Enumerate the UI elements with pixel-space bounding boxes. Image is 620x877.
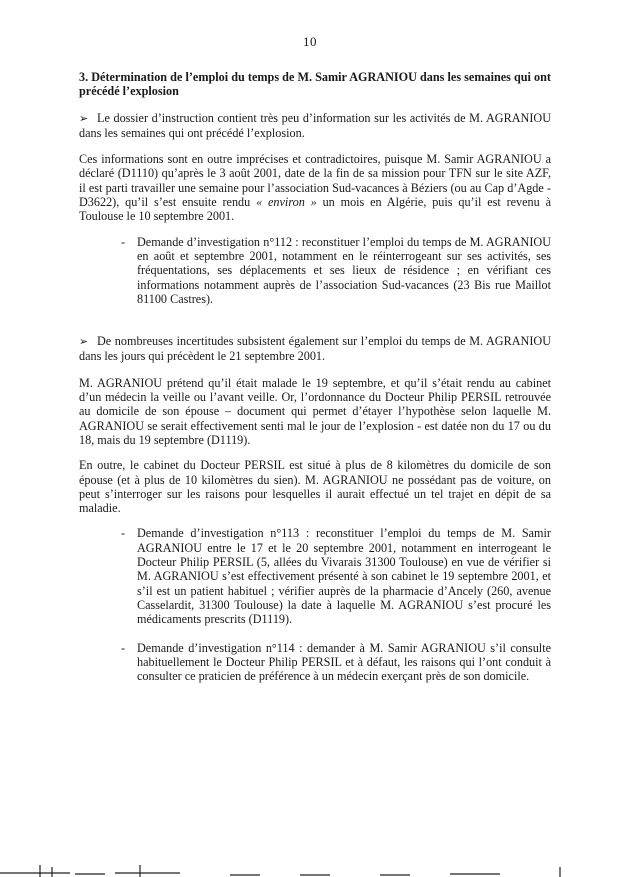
arrow-bullet-paragraph [79,111,551,141]
dash-marker: - [121,234,126,249]
arrow-bullet-icon: ➢ [79,112,89,125]
arrow-bullet-icon: ➢ [79,336,89,349]
page-number: 10 [303,34,317,49]
paragraph: En outre, le cabinet du Docteur PERSIL est situé à plus de 8 kilomètres du domicile de son épouse (et à plus de 10 kilomètres du sien). M. AGRANIOU ne possédant pas de voiture, on peut s’interroger sur les raisons pour lesquelles il aurait effectué un tel trajet en dépit de sa maladie. [79,458,551,516]
bullet-text: Le dossier d’instruction contient très peu d’information sur les activités de M. AGRANIOU dans les semaines qui ont précédé l’explosion. [79,110,551,140]
investigation-request-114: - Demande d’investigation n°114 : demander à M. Samir AGRANIOU s’il consulte habituellement le Docteur Philip PERSIL et à défaut, les raisons qui l’ont conduit à consulter ce praticien de préférence à un médecin exerçant près de son domicile. [121,640,551,684]
arrow-bullet-paragraph [79,334,551,364]
dash-marker: - [121,640,126,655]
paragraph: Ces informations sont en outre imprécises et contradictoires, puisque M. Samir AGRANIOU a déclaré (D1110) qu’après le 3 août 2001, date de la fin de sa mission pour TFN sur le site AZF, il est parti travailler une semaine pour l’association Sud-vacances à Béziers (ou au Cap d’Agde - D3622), qu’il s’est ensuite rendu « environ » un mois en Algérie, puis qu’il est revenu à Toulouse le 10 septembre 2001. [79,152,551,224]
section-heading: 3. Détermination de l’emploi du temps de M. Samir AGRANIOU dans les semaines qui ont précédé l’explosion [79,70,551,99]
document-body [79,70,551,683]
dash-marker: - [121,526,126,541]
investigation-request-113: - Demande d’investigation n°113 : reconstituer l’emploi du temps de M. Samir AGRANIOU entre le 17 et le 20 septembre 2001, notamment en interrogeant le Docteur Philip PERSIL (5, allées du Vivarais 31300 Toulouse) en vue de vérifier si M. AGRANIOU s’est effectivement présenté à son cabinet le 19 septembre 2001, et s’il est un patient habituel ; vérifier auprès de la pharmacie d’Ancely (260, avenue Casselardit, 31300 Toulouse) la date à laquelle M. AGRANIOU s’est procuré les médicaments prescrits (D1119). [121,526,551,627]
paragraph: M. AGRANIOU prétend qu’il était malade le 19 septembre, et qu’il s’était rendu au cabinet d’un médecin la veille ou l’avant veille. Or, l’ordonnance du Docteur Philip PERSIL retrouvée au domicile de son épouse – document qui permet d’étayer l’hypothèse selon laquelle M. AGRANIOU se serait effectivement senti mal le jour de l’explosion - est datée non du 17 ou du 18, mais du 19 septembre (D1119). [79,375,551,447]
spacer [79,627,551,641]
scan-artifact-rule [0,857,620,877]
spacer [79,306,551,334]
bullet-text: De nombreuses incertitudes subsistent également sur l’emploi du temps de M. AGRANIOU dans les jours qui précèdent le 21 septembre 2001. [79,334,551,364]
quoted-term: « environ » [256,195,317,210]
investigation-request-112: - Demande d’investigation n°112 : reconstituer l’emploi du temps de M. AGRANIOU en août et septembre 2001, notamment en le réinterrogeant sur ses activités, ses fréquentations, ses déplacements et ses lieux de résidence ; en vérifiant ces informations notamment auprès de l’association Sud-vacances (23 Bis rue Maillot 81100 Castres). [121,234,551,306]
